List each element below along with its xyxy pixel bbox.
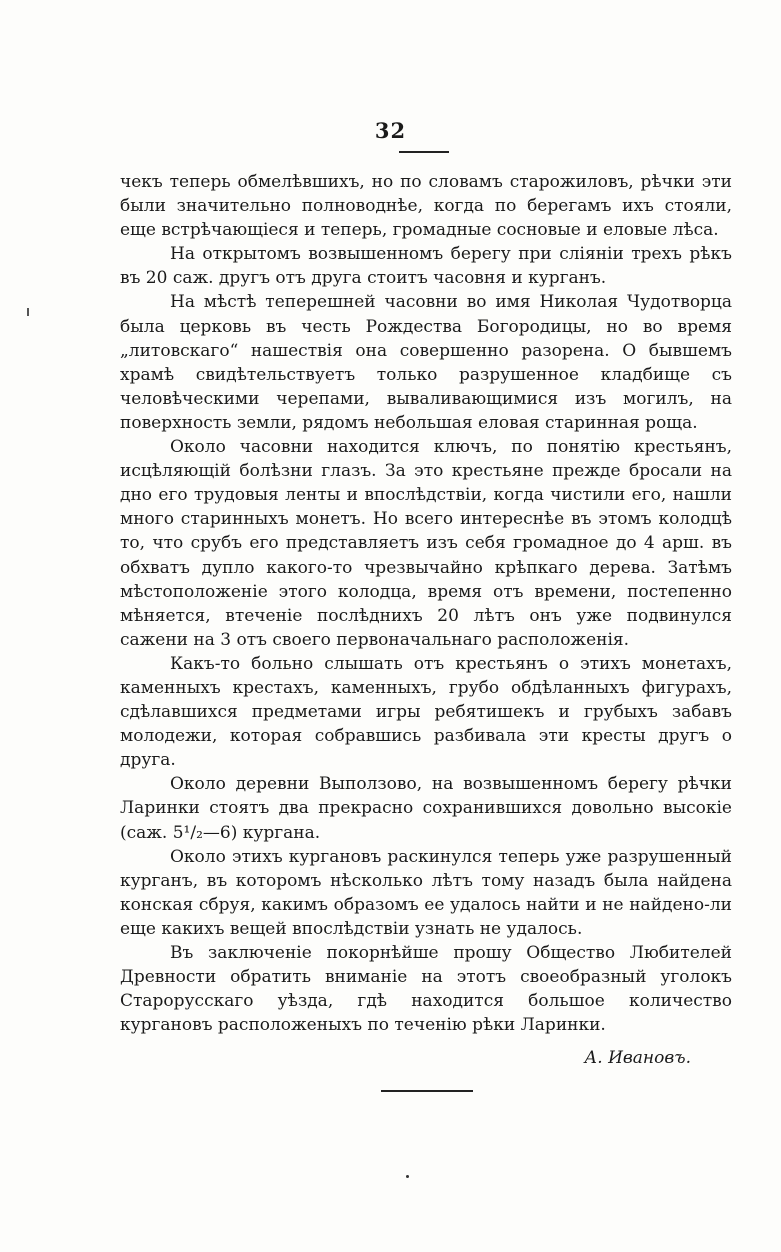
print-speck <box>406 1175 409 1178</box>
paragraph-6: Около деревни Выползово, на возвышенномъ берегу рѣчки Ларинки стоятъ два прекрасно сохранившихся довольно высокіе (саж. 5¹/₂—6) кургана. <box>120 774 732 843</box>
paragraph-5: Какъ-то больно слышать отъ крестьянъ о этихъ монетахъ, каменныхъ крестахъ, каменныхъ, грубо обдѣланныхъ фигурахъ, сдѣлавшихся предметами игры ребятишекъ и грубыхъ забавъ молодежи, которая собравшись разбивала эти кресты другъ о друга. <box>120 653 732 771</box>
paragraph-1: чекъ теперь обмелѣвшихъ, но по словамъ старожиловъ, рѣчки эти были значительно полноводнѣе, когда по берегамъ ихъ стояли, еще встрѣчающіеся и теперь, громадные сосновые и еловые лѣса. <box>120 172 732 241</box>
page-number-underline <box>399 151 449 153</box>
paragraph-8: Въ заключеніе покорнѣйше прошу Общество Любителей Древности обратить вниманіе на этотъ своеобразный уголокъ Старорусскаго уѣзда, гдѣ находится большое количество кургановъ расположеныхъ по теченію рѣки Ларинки. <box>120 943 732 1036</box>
paragraph-4: Около часовни находится ключъ, по понятію крестьянъ, исцѣляющій болѣзни глазъ. За это крестьяне прежде бросали на дно его трудовыя ленты и впослѣдствіи, когда чистили его, нашли много старинныхъ монетъ. Но всего интереснѣе въ этомъ колодцѣ то, что срубъ его представляетъ изъ себя громадное до 4 арш. въ обхватъ дупло какого-то чрезвычайно крѣпкаго дерева. Затѣмъ мѣстоположеніе этого колодца, время отъ времени, постепенно мѣняется, втеченіе послѣднихъ 20 лѣтъ онъ уже подвинулся сажени на 3 отъ своего первоначальнаго расположенія. <box>120 437 732 650</box>
paragraph-2: На открытомъ возвышенномъ берегу при сліяніи трехъ рѣкъ въ 20 саж. другъ отъ друга стоитъ часовня и курганъ. <box>120 244 732 289</box>
paragraph-7: Около этихъ кургановъ раскинулся теперь уже разрушенный курганъ, въ которомъ нѣсколько лѣтъ тому назадъ была найдена конская сбруя, какимъ образомъ ее удалось найти и не найдено-ли еще какихъ вещей впослѣдствіи узнать не удалось. <box>120 846 732 939</box>
margin-mark <box>27 308 29 316</box>
page-number: 32 <box>374 118 407 143</box>
author-signature: А. Ивановъ. <box>584 1048 691 1068</box>
closing-rule <box>381 1090 473 1092</box>
body-text <box>120 170 732 1037</box>
paragraph-3: На мѣстѣ теперешней часовни во имя Николая Чудотворца была церковь въ честь Рождества Богородицы, но во время „литовскаго“ нашествія она совершенно разорена. О бывшемъ храмѣ свидѣтельствуетъ только разрушенное кладбище съ человѣческими черепами, вываливающимися изъ могилъ, на поверхность земли, рядомъ небольшая еловая старинная роща. <box>120 292 732 433</box>
